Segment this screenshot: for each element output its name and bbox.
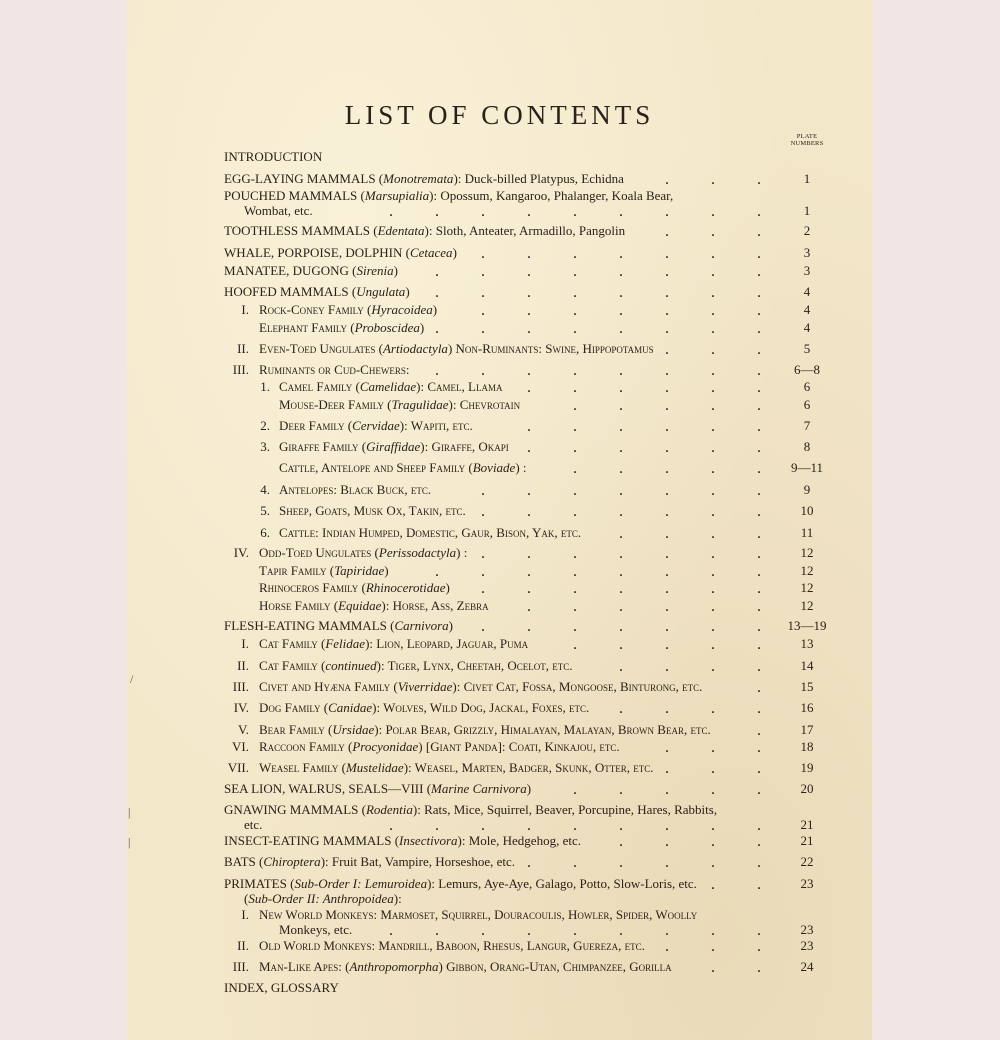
entry-text: GNAWING MAMMALS (Rodentia): Rats, Mice, Squirrel, Beaver, Porcupine, Hares, Rabbits, [224, 802, 718, 817]
entry-text: Odd-Toed Ungulates (Perissodactyla) : [259, 545, 468, 560]
entry-text: Bear Family (Ursidae): Polar Bear, Grizzly, Himalayan, Malayan, Brown Bear, etc. [259, 722, 711, 737]
leader-dots: . . . . . . . . [435, 362, 761, 379]
entry-continuation: (Sub-Order II: Anthropoidea): [244, 891, 402, 906]
leader-dots: . . . . . . . [481, 545, 761, 562]
entry-number: III. [232, 362, 249, 377]
plate-number: 22 [800, 854, 814, 869]
plate-number: 14 [800, 658, 814, 673]
plate-number: 9—11 [790, 460, 824, 475]
plate-number: 11 [800, 525, 814, 540]
leader-dots: . . . . [619, 525, 761, 542]
pencil-mark: | [128, 805, 131, 819]
entry-text: Dog Family (Canidae): Wolves, Wild Dog, Jackal, Foxes, etc. [259, 700, 590, 715]
plate-number: 24 [800, 959, 814, 974]
leader-dots: . . . [665, 171, 761, 188]
page-title: LIST OF CONTENTS [344, 100, 655, 130]
plate-number: 4 [803, 302, 811, 317]
leader-dots: . . . . . . . . . [389, 922, 761, 939]
plate-number: 23 [800, 922, 814, 937]
entry-text: Elephant Family (Proboscidea) [259, 320, 425, 335]
plate-number: 20 [800, 781, 814, 796]
entry-text: Deer Family (Cervidae): Wapiti, etc. [279, 418, 473, 433]
plate-number: 12 [800, 545, 814, 560]
plate-number: 6 [803, 379, 811, 394]
leader-dots: . . . [665, 739, 761, 756]
leader-dots: . . . . [619, 700, 761, 717]
entry-text: Mouse-Deer Family (Tragulidae): Chevrotain [279, 397, 521, 412]
entry-number: IV. [233, 700, 249, 715]
entry-continuation: Wombat, etc. [244, 203, 313, 218]
entry-text: Cattle, Antelope and Sheep Family (Boviade) : [279, 460, 527, 475]
pencil-mark: / [130, 672, 134, 686]
entry-text: Ruminants or Cud-Chewers: [259, 362, 410, 377]
entry-text: Rhinoceros Family (Rhinocerotidae) [259, 580, 450, 595]
plate-number: 12 [800, 598, 814, 613]
entry-text: Giraffe Family (Giraffidae): Giraffe, Okapi [279, 439, 509, 454]
plate-number: 6—8 [794, 362, 820, 377]
leader-dots: . . . . . [573, 397, 761, 414]
plate-number: 7 [803, 418, 811, 433]
leader-dots: . [757, 679, 761, 696]
entry-text: Antelopes: Black Buck, etc. [279, 482, 432, 497]
plate-number: 21 [800, 833, 814, 848]
entry-text: Weasel Family (Mustelidae): Weasel, Marten, Badger, Skunk, Otter, etc. [259, 760, 654, 775]
plate-number: 13—19 [787, 618, 827, 633]
plate-number: 13 [800, 636, 814, 651]
leader-dots: . . . . . [573, 460, 761, 477]
plate-number: 2 [803, 223, 811, 238]
leader-dots: . . . . . . . [481, 245, 761, 262]
leader-dots: . . . . . . . . . [389, 203, 761, 220]
entry-number: 4. [260, 482, 270, 497]
leader-dots: . . . . [619, 833, 761, 850]
entry-number: 5. [260, 503, 270, 518]
plate-number: 9 [803, 482, 811, 497]
entry-text: MANATEE, DUGONG (Sirenia) [224, 263, 398, 278]
entry-text: INDEX, GLOSSARY [224, 980, 339, 995]
leader-dots: . . . . . . [527, 439, 761, 456]
entry-text: Cat Family (Felidae): Lion, Leopard, Jaguar, Puma [259, 636, 529, 651]
plate-number: 3 [803, 245, 811, 260]
leader-dots: . . . . . . . . [435, 563, 761, 580]
leader-dots: . . . [665, 760, 761, 777]
plate-number: 23 [800, 876, 814, 891]
entry-text: Man-Like Apes: (Anthropomorpha) Gibbon, Orang-Utan, Chimpanzee, Gorilla [259, 959, 672, 974]
leader-dots: . [757, 722, 761, 739]
entry-number: II. [237, 938, 249, 953]
entry-number: I. [241, 907, 249, 922]
leader-dots: . . . . . . [527, 854, 761, 871]
leader-dots: . . . . . . . . [435, 320, 761, 337]
entry-number: III. [232, 679, 249, 694]
entry-text: Cat Family (continued): Tiger, Lynx, Cheetah, Ocelot, etc. [259, 658, 573, 673]
leader-dots: . . . [665, 938, 761, 955]
entry-text: Horse Family (Equidae): Horse, Ass, Zebra [259, 598, 489, 613]
entry-number: IV. [233, 545, 249, 560]
entry-text: FLESH-EATING MAMMALS (Carnivora) [224, 618, 453, 633]
plate-number: 21 [800, 817, 814, 832]
entry-number: I. [241, 302, 249, 317]
entry-text: Tapir Family (Tapiridae) [259, 563, 389, 578]
book-page [127, 0, 872, 1040]
entry-continuation: Monkeys, etc. [279, 922, 353, 937]
entry-text: TOOTHLESS MAMMALS (Edentata): Sloth, Anteater, Armadillo, Pangolin [224, 223, 626, 238]
leader-dots: . . . . . . [527, 418, 761, 435]
plate-number: 3 [803, 263, 811, 278]
entry-text: PRIMATES (Sub-Order I: Lemuroidea): Lemurs, Aye-Aye, Galago, Potto, Slow-Loris, etc. [224, 876, 697, 891]
entry-number: II. [237, 341, 249, 356]
leader-dots: . . . . . . . [481, 302, 761, 319]
plate-number: 23 [800, 938, 814, 953]
leader-dots: . . . [665, 223, 761, 240]
leader-dots: . . . . . . [527, 598, 761, 615]
plate-number: 12 [800, 580, 814, 595]
entry-text: Rock-Coney Family (Hyracoidea) [259, 302, 438, 317]
leader-dots: . . . . . . . [481, 503, 761, 520]
entry-text: Even-Toed Ungulates (Artiodactyla) Non-Ruminants: Swine, Hippopotamus [259, 341, 654, 356]
plate-number: 6 [803, 397, 811, 412]
contents-list [127, 0, 872, 1040]
leader-dots: . . . . . . . [481, 482, 761, 499]
plate-number: 5 [803, 341, 811, 356]
leader-dots: . . [711, 876, 761, 893]
entry-number: VI. [232, 739, 249, 754]
plate-number: 10 [800, 503, 814, 518]
plate-number: 4 [803, 284, 811, 299]
entry-text: INSECT-EATING MAMMALS (Insectivora): Mole, Hedgehog, etc. [224, 833, 581, 848]
plate-header-line: NUMBERS [790, 140, 824, 147]
leader-dots: . . . . . [573, 636, 761, 653]
entry-continuation: etc. [244, 817, 263, 832]
leader-dots: . . [711, 959, 761, 976]
leader-dots: . . . . . . . . . [389, 817, 761, 834]
entry-text: Cattle: Indian Humped, Domestic, Gaur, Bison, Yak, etc. [279, 525, 582, 540]
entry-number: 6. [260, 525, 270, 540]
leader-dots: . . . . . . . . [435, 263, 761, 280]
pencil-mark: | [128, 835, 131, 849]
plate-number: 4 [803, 320, 811, 335]
entry-number: 1. [260, 379, 270, 394]
plate-number: 18 [800, 739, 814, 754]
leader-dots: . . . . . . [527, 379, 761, 396]
leader-dots: . . . . . . . . [435, 284, 761, 301]
entry-text: BATS (Chiroptera): Fruit Bat, Vampire, Horseshoe, etc. [224, 854, 516, 869]
plate-number: 8 [803, 439, 811, 454]
entry-text: SEA LION, WALRUS, SEALS—VIII (Marine Carnivora) [224, 781, 532, 796]
leader-dots: . . . . [619, 658, 761, 675]
entry-number: II. [237, 658, 249, 673]
entry-text: EGG-LAYING MAMMALS (Monotremata): Duck-billed Platypus, Echidna [224, 171, 624, 186]
entry-text: Raccoon Family (Procyonidae) [Giant Panda]: Coati, Kinkajou, etc. [259, 739, 620, 754]
entry-text: Sheep, Goats, Musk Ox, Takin, etc. [279, 503, 466, 518]
leader-dots: . . . [665, 341, 761, 358]
entry-text: Civet and Hyæna Family (Viverridae): Civet Cat, Fossa, Mongoose, Binturong, etc. [259, 679, 703, 694]
entry-number: III. [232, 959, 249, 974]
entry-text: Old World Monkeys: Mandrill, Baboon, Rhesus, Langur, Guereza, etc. [259, 938, 645, 953]
plate-number: 12 [800, 563, 814, 578]
leader-dots: . . . . . . . [481, 618, 761, 635]
entry-number: 3. [260, 439, 270, 454]
entry-number: V. [238, 722, 249, 737]
entry-number: I. [241, 636, 249, 651]
entry-text: New World Monkeys: Marmoset, Squirrel, Douracoulis, Howler, Spider, Woolly [259, 907, 698, 922]
entry-text: WHALE, PORPOISE, DOLPHIN (Cetacea) [224, 245, 457, 260]
entry-number: 2. [260, 418, 270, 433]
plate-number: 1 [803, 203, 811, 218]
entry-text: Camel Family (Camelidae): Camel, Llama [279, 379, 503, 394]
entry-number: VII. [227, 760, 249, 775]
leader-dots: . . . . . [573, 781, 761, 798]
plate-number: 17 [800, 722, 814, 737]
plate-header-line: PLATE [796, 133, 818, 140]
entry-text: POUCHED MAMMALS (Marsupialia): Opossum, Kangaroo, Phalanger, Koala Bear, [224, 188, 674, 203]
plate-number: 19 [800, 760, 814, 775]
plate-number: 16 [800, 700, 814, 715]
leader-dots: . . . . . . . [481, 580, 761, 597]
entry-text: HOOFED MAMMALS (Ungulata) [224, 284, 410, 299]
entry-text: INTRODUCTION [224, 149, 323, 164]
plate-number: 15 [800, 679, 814, 694]
plate-number: 1 [803, 171, 811, 186]
